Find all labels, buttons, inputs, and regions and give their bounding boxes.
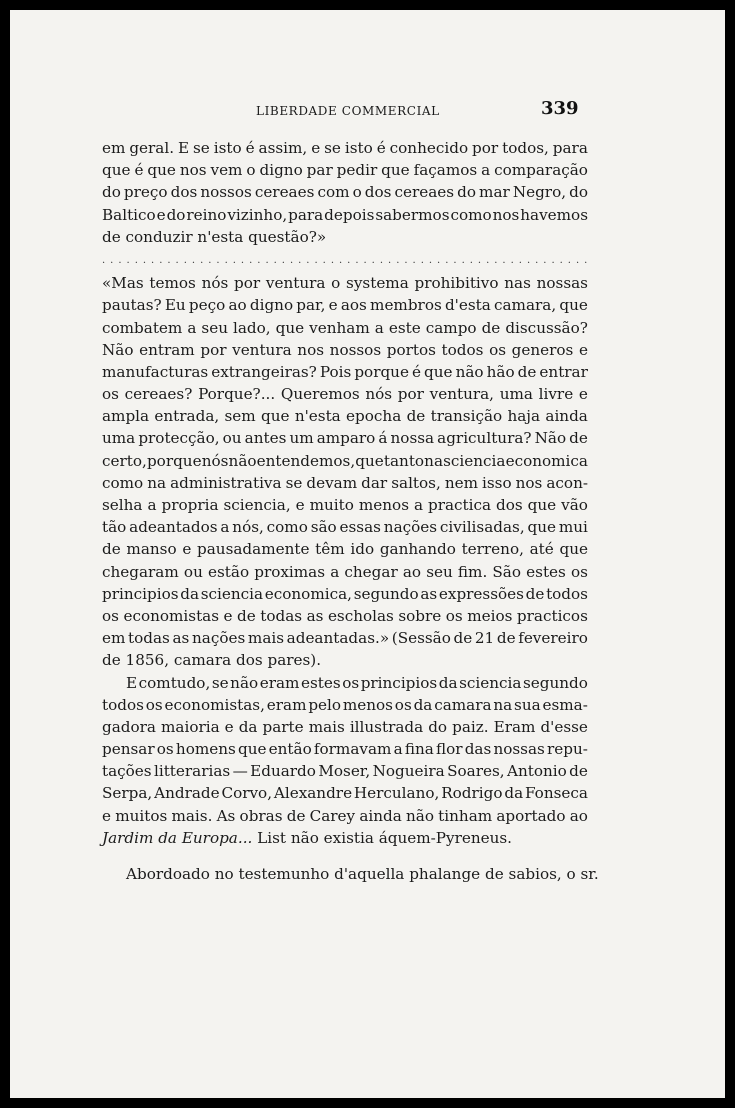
dot: .: [567, 254, 571, 266]
book-page: [10, 10, 725, 1098]
text-line: manufacturas extrangeiras? Pois porque é que não hão de entrar: [102, 362, 588, 381]
paragraph-4: [102, 863, 599, 885]
dot: .: [151, 254, 155, 266]
dot: .: [510, 254, 514, 266]
dot: .: [396, 254, 400, 266]
dot: .: [208, 254, 212, 266]
dot: .: [347, 254, 351, 266]
dot: .: [379, 254, 384, 266]
dot: .: [265, 254, 269, 266]
dot: .: [420, 254, 424, 266]
dot: .: [486, 254, 490, 266]
dot: .: [257, 254, 261, 266]
text-line: os economistas e de todas as escholas sobre os meios practicos: [102, 606, 588, 625]
paragraph-2: [102, 272, 588, 671]
text-line: tão adeantados a nós, como são essas nações civilisadas, que mui: [102, 518, 588, 537]
text-line: de 1856, camara dos pares).: [102, 651, 322, 670]
dot: .: [330, 254, 334, 266]
dot: .: [240, 254, 245, 266]
dot: .: [249, 254, 253, 266]
dot: .: [175, 254, 179, 266]
dot: .: [281, 254, 285, 266]
dot: .: [142, 254, 147, 266]
dot: .: [469, 254, 473, 266]
dot: .: [322, 254, 326, 266]
text-line: principios da sciencia economica, segundo as expressões de todos: [102, 584, 588, 603]
text-line: pautas? Eu peço ao digno par, e aos membros d'esta camara, que: [102, 296, 588, 315]
dot: .: [159, 254, 163, 266]
dot: .: [183, 254, 187, 266]
dot: .: [314, 254, 318, 266]
text-line: em geral. E se isto é assim, e se isto é conhecido por todos, para: [102, 139, 588, 157]
dot: .: [428, 254, 433, 266]
text-line: Baltico e do reino vizinho, para depois sabermos como nos havemos: [102, 205, 588, 224]
dot: .: [453, 254, 457, 266]
text-line: pensar os homens que então formavam a fina flor das nossas repu-: [102, 740, 588, 759]
dot: .: [102, 254, 106, 266]
text-line: [102, 827, 588, 849]
dot: .: [191, 254, 196, 266]
dot: .: [502, 254, 506, 266]
paragraph-1: [102, 137, 588, 248]
text-line: uma protecção, ou antes um amparo á nossa agricultura? Não de: [102, 429, 588, 448]
text-line: e muitos mais. As obras de Carey ainda não tinham aportado ao: [102, 806, 588, 825]
text-line: selha a propria sciencia, e muito menos a practica dos que vão: [102, 496, 588, 514]
dot: .: [118, 254, 122, 266]
dot: .: [575, 254, 580, 266]
dot: .: [543, 254, 547, 266]
dot: .: [404, 254, 408, 266]
dot: .: [371, 254, 375, 266]
dot: .: [134, 254, 138, 266]
page-header: [10, 98, 725, 124]
dot: .: [494, 254, 498, 266]
text-line: de conduzir n'esta questão?»: [102, 227, 327, 246]
dot: .: [518, 254, 522, 266]
dot: .: [535, 254, 539, 266]
italic-title: Jardim da Europa...: [102, 828, 253, 847]
text-line: combatem a seu lado, que venham a este campo de discussão?: [102, 318, 588, 337]
text-line: como na administrativa se devam dar saltos, nem isso nos acon-: [102, 473, 588, 492]
text-line: certo, porque nós não entendemos, que tanto na sciencia economica: [102, 451, 588, 470]
dot: .: [445, 254, 449, 266]
dot: .: [412, 254, 416, 266]
dot: .: [216, 254, 220, 266]
dot: .: [388, 254, 392, 266]
text-line: «Mas temos nós por ventura o systema prohibitivo nas nossas: [102, 274, 588, 293]
dot: .: [477, 254, 482, 266]
line-text: List não existia áquem-Pyreneus.: [252, 828, 513, 847]
dot: .: [289, 254, 294, 266]
text-line: os cereaes? Porque?... Queremos nós por ventura, uma livre e: [102, 385, 588, 404]
text-line: tações litterarias — Eduardo Moser, Nogueira Soares, Antonio de: [102, 762, 588, 781]
dot: .: [126, 254, 130, 266]
text-line: ampla entrada, sem que n'esta epocha de transição haja ainda: [102, 407, 588, 426]
dot: .: [298, 254, 302, 266]
dot: .: [355, 254, 359, 266]
dot: .: [526, 254, 531, 266]
text-line: todos os economistas, eram pelo menos os da camara na sua esma-: [102, 695, 588, 714]
dot: .: [200, 254, 204, 266]
text-line: em todas as nações mais adeantadas.» (Sessão de 21 de fevereiro: [102, 629, 588, 648]
dot: .: [584, 254, 588, 266]
page-number: 339: [541, 98, 579, 119]
dot: .: [273, 254, 277, 266]
text-line: Abordoado no testemunho d'aquella phalange de sabios, o sr.: [126, 865, 599, 883]
text-line: do preço dos nossos cereaes com o dos cereaes do mar Negro, do: [102, 183, 588, 202]
dot: .: [167, 254, 171, 266]
dot: .: [110, 254, 114, 266]
text-line: Não entram por ventura nos nossos portos todos os generos e: [102, 340, 588, 359]
running-title: LIBERDADE COMMERCIAL: [256, 104, 440, 118]
dot: .: [232, 254, 236, 266]
dot: .: [559, 254, 563, 266]
dot: .: [363, 254, 367, 266]
paragraph-3: [102, 672, 588, 850]
text-line: gadora maioria e da parte mais illustrada do paiz. Eram d'esse: [102, 717, 588, 736]
page-body: [102, 137, 599, 885]
ellipsis-separator: [102, 250, 588, 272]
dot: .: [437, 254, 441, 266]
dot: .: [338, 254, 343, 266]
dot: .: [224, 254, 228, 266]
dot: .: [306, 254, 310, 266]
text-line: Serpa, Andrade Corvo, Alexandre Herculano, Rodrigo da Fonseca: [102, 784, 588, 803]
text-line: E comtudo, se não eram estes os principios da sciencia segundo: [126, 673, 588, 692]
text-line: de manso e pausadamente têm ido ganhando terreno, até que: [102, 540, 588, 559]
dot: .: [551, 254, 555, 266]
paragraph-gap: [102, 849, 588, 863]
text-line: chegaram ou estão proximas a chegar ao seu fim. São estes os: [102, 562, 588, 581]
dot: .: [461, 254, 465, 266]
text-line: que é que nos vem o digno par pedir que façamos a comparação: [102, 161, 588, 180]
